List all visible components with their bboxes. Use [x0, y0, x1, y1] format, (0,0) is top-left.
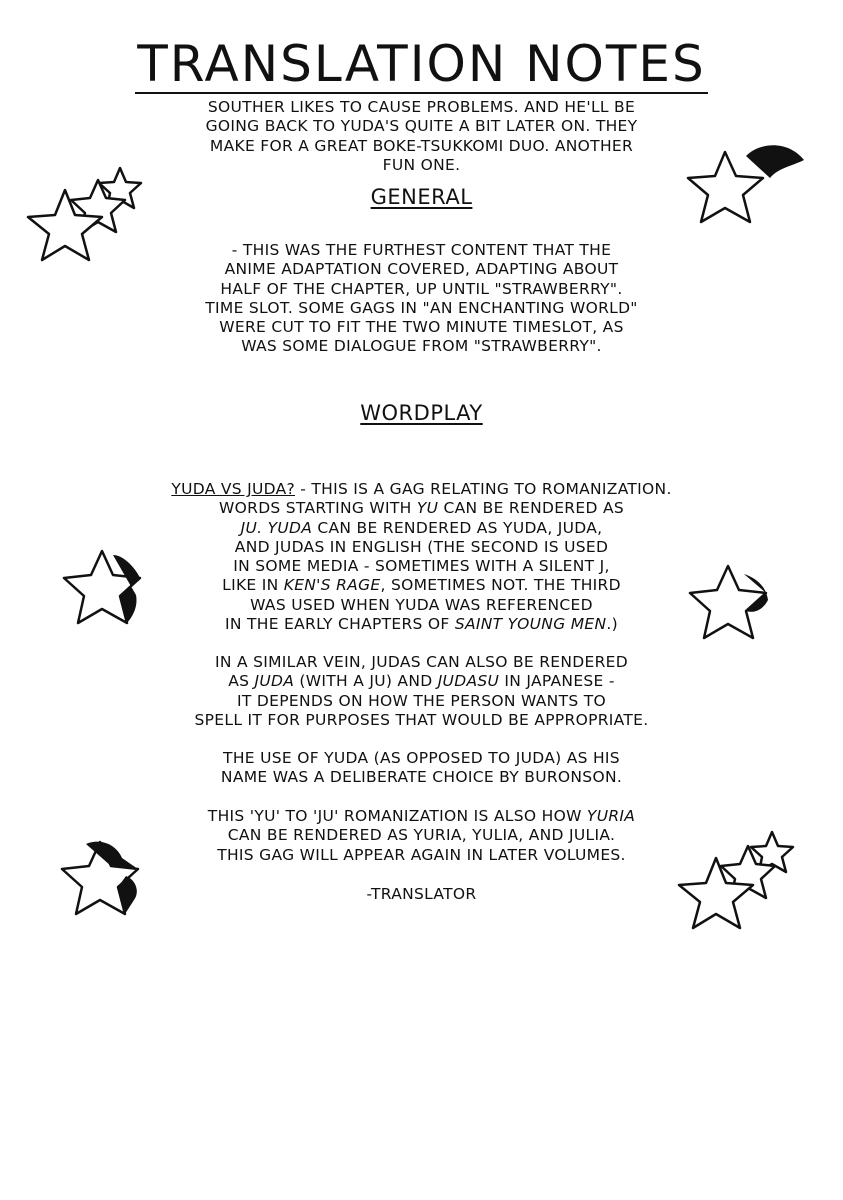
general-line: HALF OF THE CHAPTER, UP UNTIL "STRAWBERRY". [220, 279, 623, 298]
star-bottom-left-icon [56, 836, 146, 926]
wordplay-paragraph-2 [0, 653, 843, 730]
wordplay-italic: SAINT YOUNG MEN [454, 615, 607, 634]
wordplay-term: YUDA VS JUDA? [171, 480, 295, 498]
wordplay-heading-text: WORDPLAY [360, 401, 483, 425]
wordplay-text: .) [606, 615, 618, 634]
intro-line: GOING BACK TO YUDA'S QUITE A BIT LATER ON. THEY [205, 117, 638, 136]
intro-line: FUN ONE. [382, 155, 461, 174]
wordplay-line: CAN BE RENDERED AS YURIA, YULIA, AND JULIA. [227, 826, 616, 845]
wordplay-text: LIKE IN [222, 576, 284, 595]
wordplay-text: CAN BE RENDERED AS [438, 499, 624, 518]
wordplay-line: THIS GAG WILL APPEAR AGAIN IN LATER VOLUMES. [217, 845, 626, 864]
page-title-text: TRANSLATION NOTES [137, 35, 706, 93]
wordplay-line: IN A SIMILAR VEIN, JUDAS CAN ALSO BE RENDERED [214, 653, 629, 671]
star-cluster-top-left-icon [20, 160, 150, 270]
wordplay-italic: JUDASU [437, 672, 500, 691]
wordplay-line [0, 499, 843, 518]
intro-line: MAKE FOR A GREAT BOKE-TSUKKOMI DUO. ANOTHER [209, 136, 634, 155]
general-line: ANIME ADAPTATION COVERED, ADAPTING ABOUT [224, 260, 619, 279]
wordplay-line [0, 519, 843, 538]
star-mid-left-icon [58, 545, 148, 635]
wordplay-text: (WITH A JU) AND [294, 672, 438, 691]
general-line: TIME SLOT. SOME GAGS IN "AN ENCHANTING WORLD" [205, 298, 638, 317]
shooting-star-top-right-icon [680, 138, 810, 233]
wordplay-text: THIS 'YU' TO 'JU' ROMANIZATION IS ALSO HOW [207, 807, 587, 825]
star-mid-right-icon [684, 560, 774, 650]
wordplay-italic: YUDA [267, 518, 313, 537]
wordplay-line: WAS USED WHEN YUDA WAS REFERENCED [250, 595, 593, 614]
wordplay-heading [0, 400, 843, 426]
wordplay-text: CAN BE RENDERED AS YUDA, JUDA, [312, 518, 603, 537]
wordplay-text: , SOMETIMES NOT. THE THIRD [380, 576, 621, 595]
signature-text: -TRANSLATOR [366, 885, 477, 903]
wordplay-italic: JU. [240, 518, 268, 537]
wordplay-text: WORDS STARTING WITH [219, 499, 417, 518]
wordplay-italic: JUDA [254, 672, 295, 691]
wordplay-italic: KEN'S RAGE [283, 576, 381, 595]
wordplay-text: IN JAPANESE - [499, 672, 615, 691]
wordplay-text: IN THE EARLY CHAPTERS OF [225, 615, 455, 634]
wordplay-line: THE USE OF YUDA (AS OPPOSED TO JUDA) AS HIS [223, 749, 620, 767]
wordplay-line: IN SOME MEDIA - SOMETIMES WITH A SILENT J, [233, 557, 610, 576]
wordplay-line: NAME WAS A DELIBERATE CHOICE BY BURONSON. [220, 768, 623, 787]
general-line: WAS SOME DIALOGUE FROM "STRAWBERRY". [241, 337, 602, 356]
wordplay-line: IT DEPENDS ON HOW THE PERSON WANTS TO [237, 691, 606, 710]
wordplay-italic: YU [416, 499, 439, 518]
star-cluster-bottom-right-icon [672, 826, 802, 938]
wordplay-line [0, 480, 843, 499]
wordplay-line [0, 807, 843, 826]
page-title [0, 36, 843, 94]
wordplay-text: - THIS IS A GAG RELATING TO ROMANIZATION. [295, 480, 672, 498]
general-line: WERE CUT TO FIT THE TWO MINUTE TIMESLOT, AS [219, 318, 624, 337]
wordplay-line: SPELL IT FOR PURPOSES THAT WOULD BE APPROPRIATE. [194, 710, 649, 729]
wordplay-line [0, 672, 843, 691]
wordplay-paragraph-3 [0, 749, 843, 788]
wordplay-line: AND JUDAS IN ENGLISH (THE SECOND IS USED [234, 537, 609, 556]
wordplay-italic: YURIA [586, 807, 636, 825]
intro-line: SOUTHER LIKES TO CAUSE PROBLEMS. AND HE'LL BE [207, 98, 636, 116]
general-heading-text: GENERAL [370, 185, 473, 209]
general-line: - THIS WAS THE FURTHEST CONTENT THAT THE [231, 241, 612, 259]
wordplay-text: AS [228, 672, 255, 691]
